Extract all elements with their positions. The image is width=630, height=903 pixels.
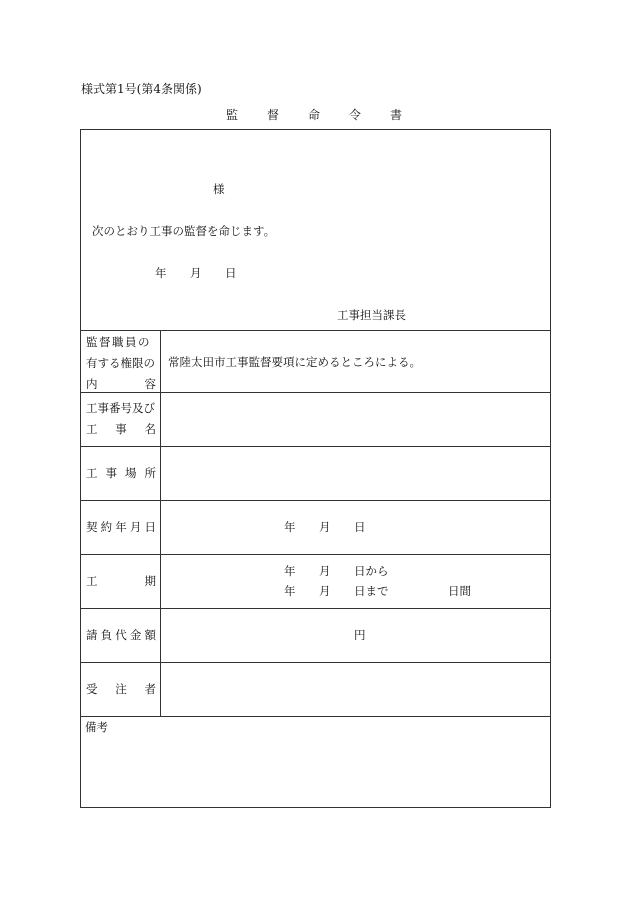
- row-divider: [81, 608, 550, 609]
- contract-date-year: 年: [284, 520, 296, 534]
- period-from-month: 月: [319, 564, 331, 578]
- label-char: 負: [100, 628, 113, 642]
- authority-label-line: [86, 374, 156, 395]
- document-title: [226, 106, 402, 123]
- period-from-day: 日から: [354, 564, 389, 578]
- row-divider: [81, 716, 550, 717]
- row-divider: [81, 446, 550, 447]
- row-divider: [81, 554, 550, 555]
- period-to-month: 月: [319, 584, 331, 598]
- period-to-year: 年: [284, 584, 296, 598]
- label-char: 事: [115, 422, 127, 436]
- issue-date-year: 年: [155, 266, 167, 280]
- column-divider: [160, 330, 161, 716]
- label-char: 内: [86, 377, 98, 391]
- period-label: [86, 573, 156, 589]
- label-char: 請: [86, 628, 98, 642]
- label-char: 事: [105, 466, 117, 480]
- label-char: 額: [144, 628, 156, 642]
- form-number: 様式第1号(第4条関係): [81, 82, 202, 96]
- period-days: 日間: [448, 584, 471, 598]
- label-char: 契: [86, 520, 98, 534]
- label-char: 工: [86, 422, 98, 436]
- order-form-table: [80, 129, 551, 808]
- label-char: 場: [125, 466, 137, 480]
- label-char: 年: [115, 520, 127, 534]
- amount-unit: 円: [354, 628, 366, 642]
- recipient-suffix: 様: [213, 182, 225, 196]
- label-char: 名: [144, 422, 156, 436]
- row-divider: [81, 330, 550, 331]
- authority-value: 常陸太田市工事監督要項に定めるところによる。: [168, 355, 421, 369]
- title-char: 令: [349, 108, 362, 122]
- title-char: 督: [267, 108, 280, 122]
- authority-label-line: 有する権限の: [86, 356, 155, 370]
- label-char: 工: [86, 466, 98, 480]
- label-char: 約: [100, 520, 113, 534]
- label-char: 容: [144, 377, 156, 391]
- issue-date-day: 日: [225, 266, 237, 280]
- construction-no-label-line: 工事番号及び: [86, 401, 155, 415]
- label-char: 受: [86, 682, 98, 696]
- issue-date-month: 月: [190, 266, 202, 280]
- contract-date-day: 日: [354, 520, 366, 534]
- label-char: 月: [129, 520, 142, 534]
- issuer-title: 工事担当課長: [337, 308, 406, 322]
- title-char: 書: [390, 108, 403, 122]
- authority-label: [86, 332, 156, 395]
- period-to-day: 日まで: [354, 584, 389, 598]
- title-char: 監: [226, 108, 239, 122]
- location-label: [86, 465, 156, 481]
- label-char: 工: [86, 574, 98, 588]
- authority-label-line: 監督職員の: [86, 335, 151, 349]
- instruction-text: 次のとおり工事の監督を命じます。: [92, 224, 276, 238]
- contract-date-month: 月: [319, 520, 331, 534]
- label-char: 注: [115, 682, 127, 696]
- label-char: 金: [129, 628, 142, 642]
- amount-label: [86, 627, 156, 643]
- remarks-label: 備考: [85, 720, 108, 734]
- period-from-year: 年: [284, 564, 296, 578]
- row-divider: [81, 500, 550, 501]
- label-char: 代: [115, 628, 127, 642]
- title-char: 命: [308, 108, 321, 122]
- label-char: 者: [144, 682, 156, 696]
- row-divider: [81, 662, 550, 663]
- label-char: 日: [144, 520, 156, 534]
- construction-no-label-line: [86, 419, 156, 440]
- label-char: 所: [144, 466, 156, 480]
- contractor-label: [86, 681, 156, 697]
- construction-no-label: [86, 398, 156, 440]
- label-char: 期: [144, 574, 156, 588]
- contract-date-label: [86, 519, 156, 535]
